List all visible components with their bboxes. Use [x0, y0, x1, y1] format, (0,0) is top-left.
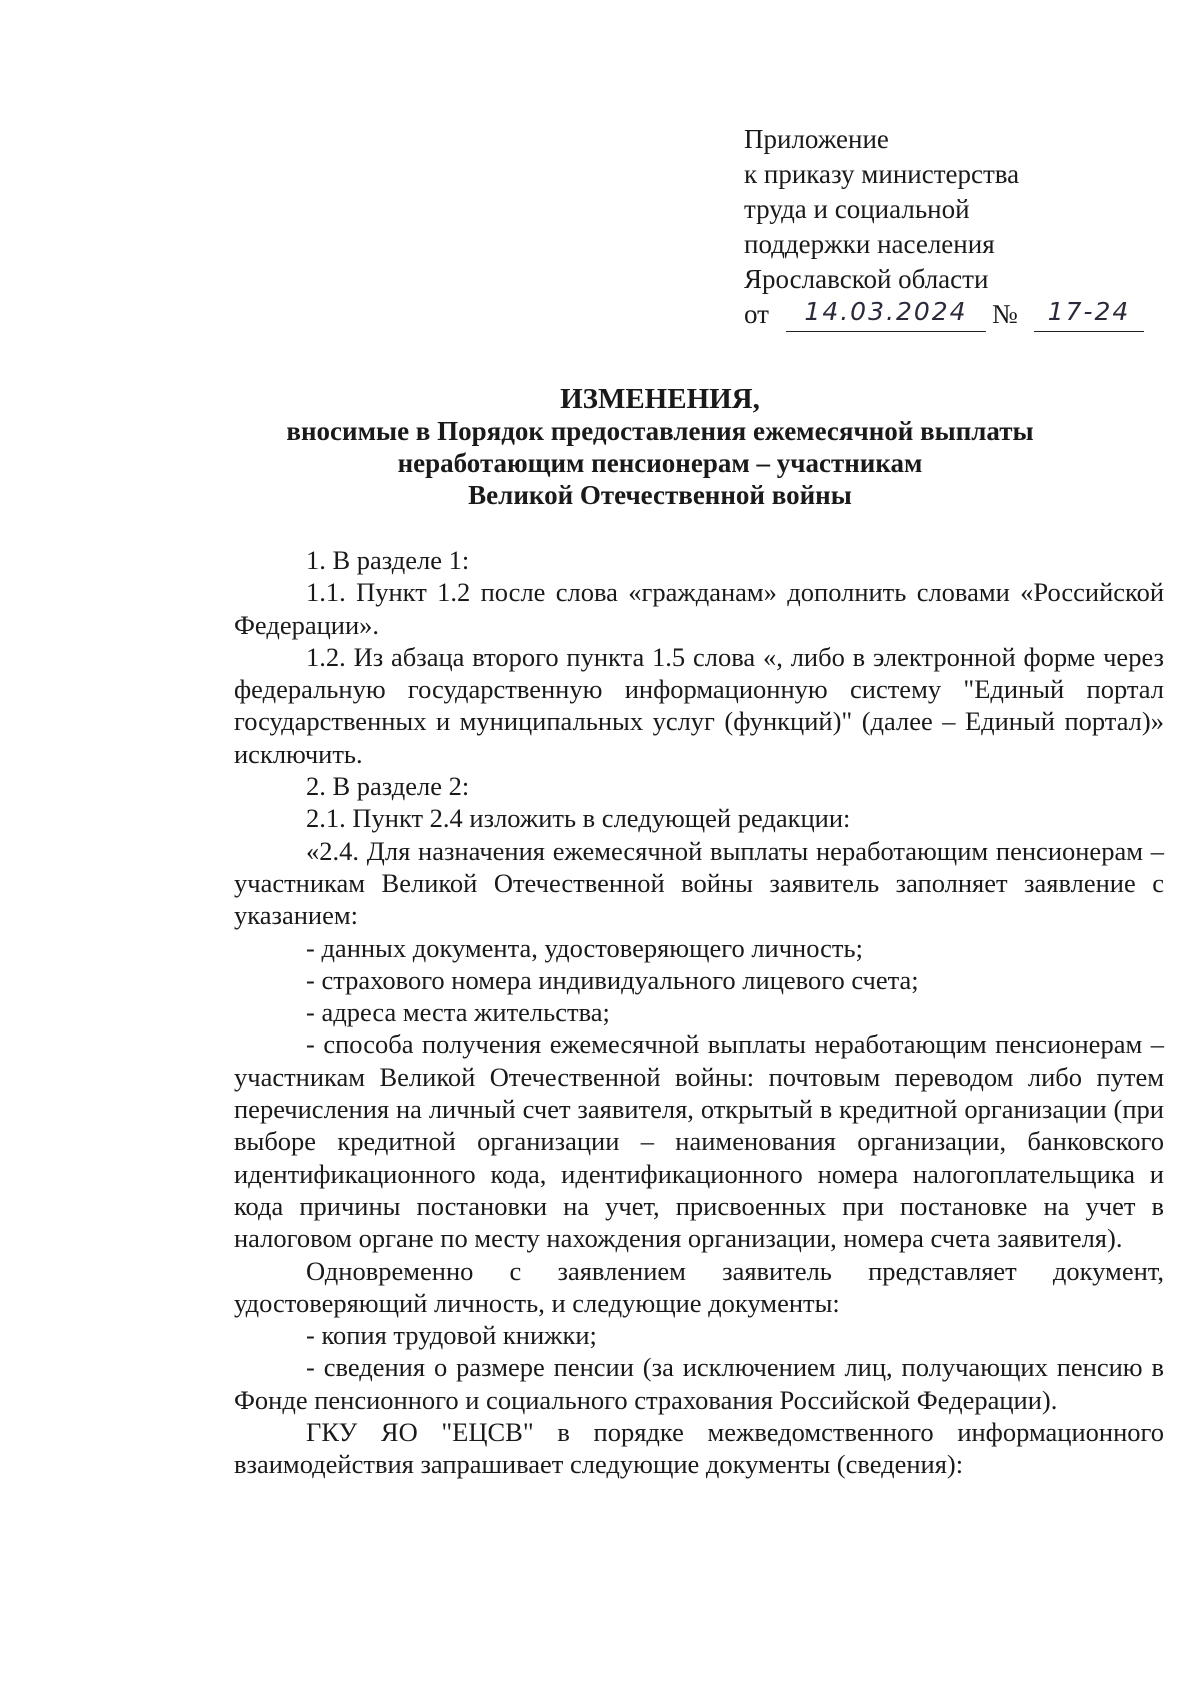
list-item: - способа получения ежемесячной выплаты неработающим пенсионерам – участникам Великой Отечественной войны: почтовым переводом либо путем перечисления на личный счет заявителя, открытый в кредитной организации (при выборе кредитной организации – наименования организации, банковского идентификационного кода, идентификационного номера налогоплательщика и кода причины постановки на учет, присвоенных при постановке на учет в налоговом органе по месту нахождения организации, номера счета заявителя). [234, 1029, 1164, 1254]
paragraph: 1. В разделе 1: [306, 545, 470, 575]
title-line: Великой Отечественной войны [468, 480, 852, 510]
appendix-line: к приказу министерства [744, 159, 1020, 189]
paragraph: 1.1. Пункт 1.2 после слова «гражданам» дополнить словами «Российской Федерации». [234, 577, 1164, 640]
paragraph: ГКУ ЯО "ЕЦСВ" в порядке межведомственного информационного взаимодействия запрашивает следующие документы (сведения): [234, 1417, 1164, 1480]
paragraph: Одновременно с заявлением заявитель представляет документ, удостоверяющий личность, и следующие документы: [234, 1255, 1164, 1318]
paragraph: «2.4. Для назначения ежемесячной выплаты неработающим пенсионерам – участникам Великой Отечественной войны заявитель заполняет заявление с указанием: [234, 835, 1164, 931]
handwritten-number: 17-24 [1034, 297, 1144, 332]
list-item: - адреса места жительства; [306, 997, 610, 1028]
paragraph: 2. В разделе 2: [306, 771, 470, 802]
title-main: ИЗМЕНЕНИЯ, [560, 383, 760, 415]
list-item: - копия трудовой книжки; [306, 1320, 597, 1351]
paragraph: 1.2. Из абзаца второго пункта 1.5 слова «, либо в электронной форме через федеральную государственную информационную систему "Единый портал государственных и муниципальных услуг (функций)" (далее – Единый портал)» исключить. [234, 641, 1164, 769]
handwritten-date: 14.03.2024 [786, 297, 986, 332]
number-sign: № [992, 299, 1018, 329]
title-line: неработающим пенсионерам – участникам [397, 448, 923, 478]
order-date-number-line [744, 297, 1144, 335]
document-title [230, 383, 1090, 511]
list-item: - сведения о размере пенсии (за исключением лиц, получающих пенсию в Фонде пенсионного и социального страхования Российской Федерации). [234, 1352, 1164, 1415]
appendix-line: поддержки населения [744, 229, 995, 259]
paragraph: 2.1. Пункт 2.4 изложить в следующей редакции: [306, 803, 851, 834]
title-line: вносимые в Порядок предоставления ежемесячной выплаты [286, 416, 1034, 446]
appendix-block [744, 122, 1144, 335]
appendix-line: труда и социальной [744, 194, 970, 224]
date-prefix: от [744, 299, 769, 329]
list-item: - страхового номера индивидуального лицевого счета; [306, 964, 919, 995]
appendix-line: Ярославской области [744, 264, 989, 294]
appendix-line: Приложение [744, 124, 889, 154]
document-body [234, 544, 1164, 1481]
list-item: - данных документа, удостоверяющего личность; [306, 932, 863, 963]
